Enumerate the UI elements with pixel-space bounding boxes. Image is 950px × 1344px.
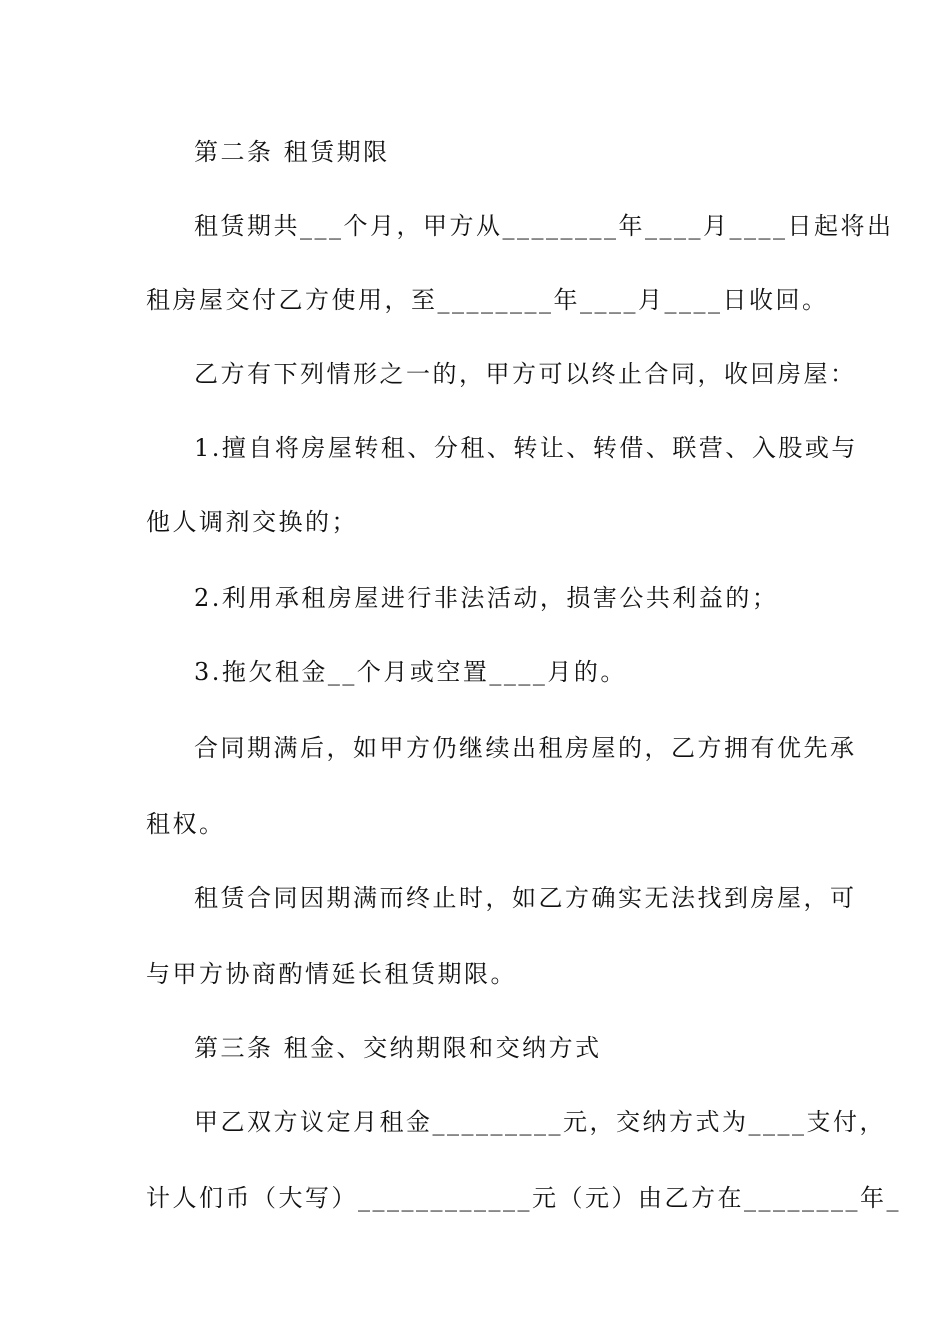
paragraph-line: 与甲方协商酌情延长租赁期限。 bbox=[146, 960, 517, 988]
paragraph-line: 甲乙双方议定月租金_________元，交纳方式为____支付， bbox=[194, 1108, 886, 1136]
section-heading-lease-term: 第二条 租赁期限 bbox=[194, 138, 390, 166]
paragraph-line: 租赁合同因期满而终止时，如乙方确实无法找到房屋，可 bbox=[194, 884, 857, 912]
paragraph-line: 租房屋交付乙方使用，至________年____月____日收回。 bbox=[146, 286, 829, 314]
paragraph-line: 租赁期共___个月，甲方从________年____月____日起将出 bbox=[194, 212, 894, 240]
paragraph-line: 租权。 bbox=[146, 810, 226, 838]
paragraph-line: 合同期满后，如甲方仍继续出租房屋的，乙方拥有优先承 bbox=[194, 734, 857, 762]
paragraph-line: 乙方有下列情形之一的，甲方可以终止合同，收回房屋： bbox=[194, 360, 857, 388]
section-heading-rent: 第三条 租金、交纳期限和交纳方式 bbox=[194, 1034, 602, 1062]
list-item-1: 1.擅自将房屋转租、分租、转让、转借、联营、入股或与 bbox=[194, 434, 858, 462]
list-item-2: 2.利用承租房屋进行非法活动，损害公共利益的； bbox=[194, 584, 779, 612]
paragraph-line: 计人们币（大写）____________元（元）由乙方在________年_ bbox=[146, 1184, 901, 1212]
list-item-3: 3.拖欠租金__个月或空置____月的。 bbox=[194, 658, 627, 686]
paragraph-line: 他人调剂交换的； bbox=[146, 508, 358, 536]
